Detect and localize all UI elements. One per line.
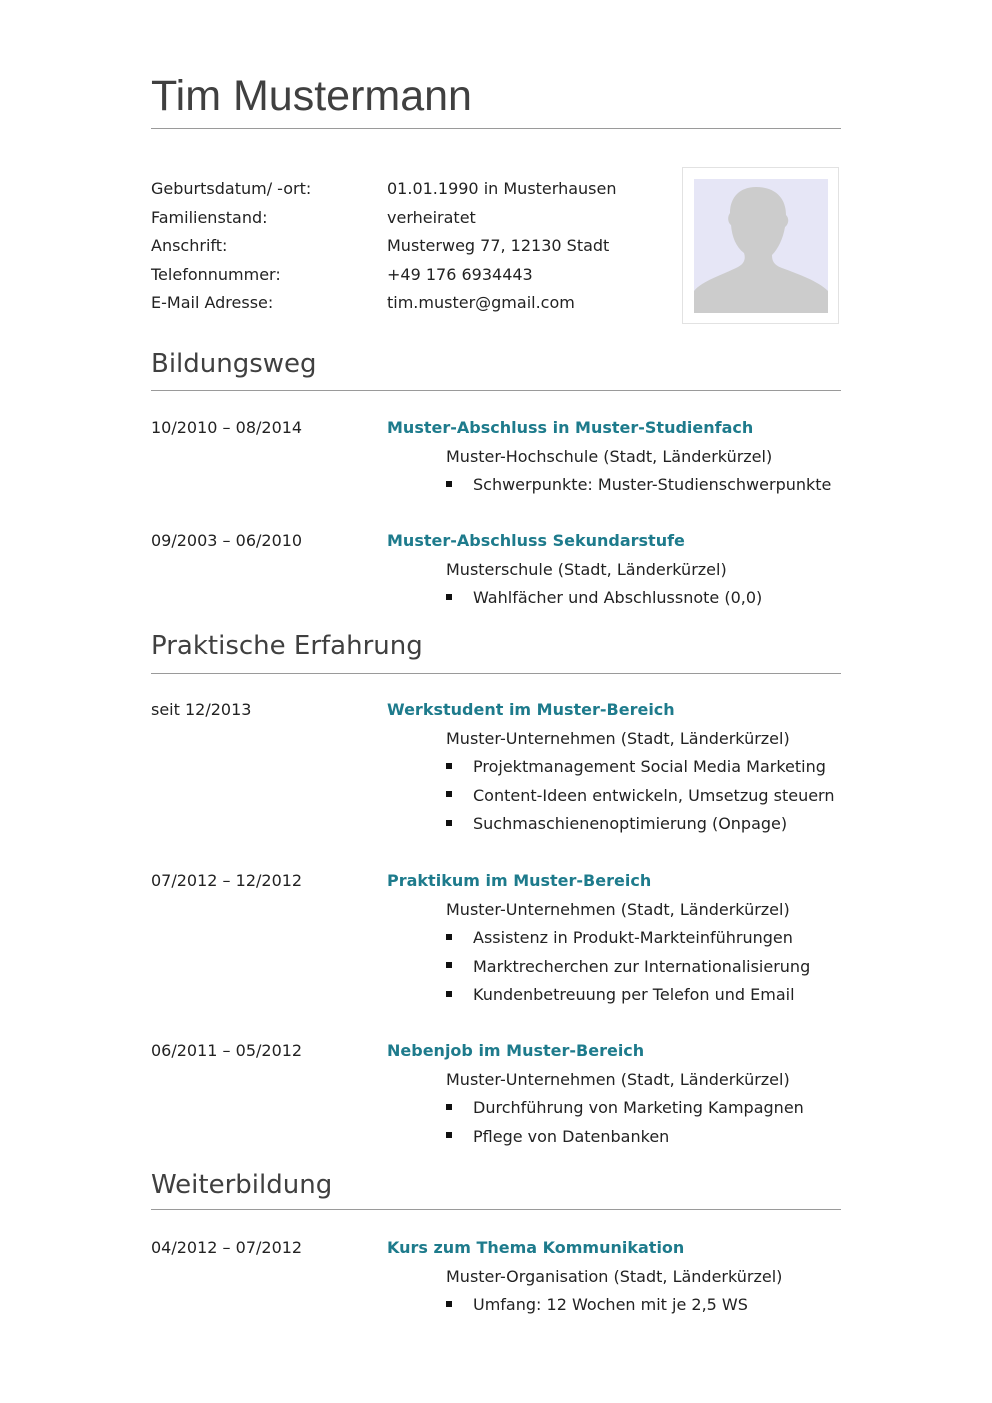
bullet-item xyxy=(387,810,857,839)
bullet-item xyxy=(387,584,857,613)
entry-date: 10/2010 – 08/2014 xyxy=(151,418,303,437)
section-divider xyxy=(151,390,841,391)
section-title-education: Bildungsweg xyxy=(151,349,317,379)
personal-label: Telefonnummer: xyxy=(151,264,281,284)
entry-organization: Muster-Organisation (Stadt, Länderkürzel) xyxy=(446,1266,783,1286)
personal-row-email xyxy=(151,289,616,318)
entry-date: 09/2003 – 06/2010 xyxy=(151,531,303,550)
bullet-square-icon xyxy=(446,1132,452,1138)
entry-organization: Muster-Unternehmen (Stadt, Länderkürzel) xyxy=(446,1069,790,1089)
bullet-square-icon xyxy=(446,820,452,826)
entry-organization: Muster-Unternehmen (Stadt, Länderkürzel) xyxy=(446,899,790,919)
bullet-text: Umfang: 12 Wochen mit je 2,5 WS xyxy=(473,1295,748,1314)
entry-title: Muster-Abschluss in Muster-Studienfach xyxy=(387,418,754,437)
entry-organization: Muster-Unternehmen (Stadt, Länderkürzel) xyxy=(446,728,790,748)
personal-value: verheiratet xyxy=(387,207,476,227)
bullet-text: Wahlfächer und Abschlussnote (0,0) xyxy=(473,588,763,607)
bullet-text: Durchführung von Marketing Kampagnen xyxy=(473,1098,804,1117)
personal-info xyxy=(151,175,616,318)
bullet-text: Pflege von Datenbanken xyxy=(473,1126,670,1146)
bullet-square-icon xyxy=(446,934,452,940)
bullet-item xyxy=(387,953,857,982)
section-divider xyxy=(151,673,841,674)
bullet-text: Assistenz in Produkt-Markteinführungen xyxy=(473,928,793,947)
bullet-item xyxy=(387,782,857,811)
bullet-square-icon xyxy=(446,991,452,997)
bullet-item xyxy=(387,924,857,953)
bullet-square-icon xyxy=(446,1301,452,1307)
personal-row-address xyxy=(151,232,616,261)
entry-date: seit 12/2013 xyxy=(151,700,252,719)
bullet-text: Marktrecherchen zur Internationalisierung xyxy=(473,956,811,976)
entry-title: Praktikum im Muster-Bereich xyxy=(387,871,652,890)
profile-photo xyxy=(682,167,839,324)
entry-title: Werkstudent im Muster-Bereich xyxy=(387,700,675,719)
bullet-square-icon xyxy=(446,962,452,968)
entry-date: 07/2012 – 12/2012 xyxy=(151,871,303,890)
section-divider xyxy=(151,1209,841,1210)
bullet-item xyxy=(387,1094,857,1123)
bullet-text: Projektmanagement Social Media Marketing xyxy=(473,757,826,776)
personal-label: Geburtsdatum/ -ort: xyxy=(151,179,312,198)
bullet-item xyxy=(387,471,857,500)
bullet-item xyxy=(387,981,857,1010)
bullet-square-icon xyxy=(446,1104,452,1110)
entry-organization: Musterschule (Stadt, Länderkürzel) xyxy=(446,559,727,579)
entry-title: Nebenjob im Muster-Bereich xyxy=(387,1041,645,1060)
personal-label: E-Mail Adresse: xyxy=(151,293,274,313)
section-title-experience: Praktische Erfahrung xyxy=(151,631,423,661)
bullet-text: Suchmaschienenoptimierung (Onpage) xyxy=(473,814,788,833)
bullet-square-icon xyxy=(446,481,452,487)
bullet-item xyxy=(387,753,857,782)
personal-row-birth xyxy=(151,175,616,204)
personal-value: Musterweg 77, 12130 Stadt xyxy=(387,236,610,256)
entry-date: 06/2011 – 05/2012 xyxy=(151,1041,303,1060)
personal-value: 01.01.1990 in Musterhausen xyxy=(387,179,617,198)
avatar-silhouette-icon xyxy=(694,179,828,313)
bullet-square-icon xyxy=(446,791,452,797)
bullet-square-icon xyxy=(446,594,452,600)
personal-row-phone xyxy=(151,261,616,290)
personal-value: +49 176 6934443 xyxy=(387,264,533,284)
bullet-text: Schwerpunkte: Muster-Studienschwerpunkte xyxy=(473,475,832,494)
bullet-item xyxy=(387,1123,857,1152)
entry-date: 04/2012 – 07/2012 xyxy=(151,1238,303,1257)
bullet-text: Content-Ideen entwickeln, Umsetzug steuern xyxy=(473,785,835,805)
section-title-further-education: Weiterbildung xyxy=(151,1170,333,1200)
personal-value: tim.muster@gmail.com xyxy=(387,293,575,313)
entry-title: Kurs zum Thema Kommunikation xyxy=(387,1238,685,1257)
entry-organization: Muster-Hochschule (Stadt, Länderkürzel) xyxy=(446,446,773,466)
cv-name: Tim Mustermann xyxy=(151,72,472,120)
personal-row-marital xyxy=(151,204,616,233)
name-divider xyxy=(151,128,841,129)
bullet-square-icon xyxy=(446,763,452,769)
bullet-item xyxy=(387,1291,857,1320)
personal-label: Familienstand: xyxy=(151,207,268,227)
personal-label: Anschrift: xyxy=(151,236,228,256)
bullet-text: Kundenbetreuung per Telefon und Email xyxy=(473,985,795,1004)
entry-title: Muster-Abschluss Sekundarstufe xyxy=(387,531,685,550)
